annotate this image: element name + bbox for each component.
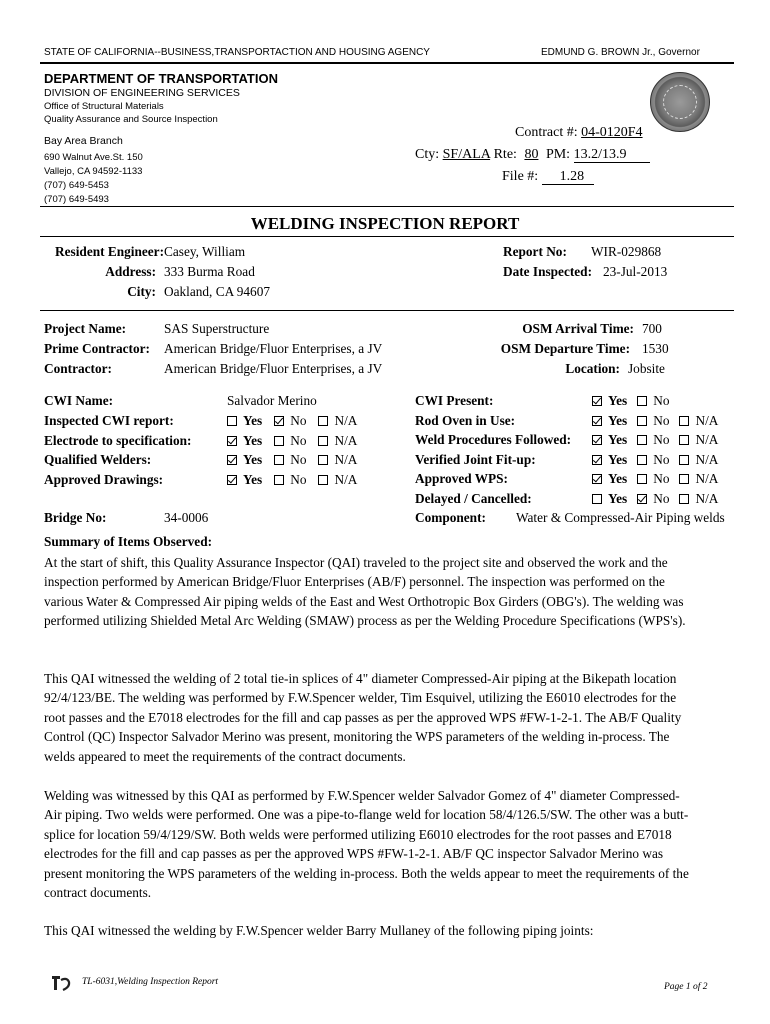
- checkbox-no[interactable]: [637, 435, 647, 445]
- right-check-option-na[interactable]: [679, 413, 724, 429]
- header-rule: [40, 62, 734, 64]
- bridge-no-label: Bridge No:: [44, 510, 107, 525]
- file-label: File #:: [502, 169, 539, 184]
- checkbox-yes[interactable]: [227, 475, 237, 485]
- right-check-options-4: [592, 471, 728, 487]
- cty-label: Cty:: [415, 147, 440, 162]
- right-check-option-no[interactable]: [637, 471, 675, 487]
- file-value: 1.28: [542, 170, 595, 185]
- right-check-options-5: [592, 491, 728, 507]
- project-name-value: SAS Superstructure: [164, 321, 270, 336]
- option-label-yes: Yes: [243, 452, 263, 467]
- checkbox-na[interactable]: [679, 474, 689, 484]
- prime-contractor-label: Prime Contractor:: [44, 341, 150, 356]
- option-label-no: No: [290, 432, 307, 448]
- branch-address-1: 690 Walnut Ave.St. 150: [44, 152, 143, 163]
- summary-paragraph-2: This QAI witnessed the welding of 2 total tie-in splices of 4" diameter Compressed-Air piping at the Bikepath location 92/4/123/BE. The welding was performed by F.W.Spencer welder, Tim Esquivel, utilizing the E6010 electrodes for the root passes and the E7018 electrodes for the fill and cap passes as per the approved WPS #FW-1-2-1. The AB/F Quality Control (QC) Inspector Salvador Merino was present, monitoring the WPS parameters of the welding in-process. The welds appeared to meet the requirements of the contract documents.: [44, 671, 682, 764]
- checkbox-no[interactable]: [274, 416, 284, 426]
- right-check-option-no[interactable]: [637, 491, 675, 507]
- checkbox-no[interactable]: [637, 455, 647, 465]
- cty-value: SF/ALA: [442, 147, 491, 162]
- left-check-option-yes[interactable]: [227, 433, 262, 449]
- page-indicator: [664, 982, 708, 992]
- city-label: City:: [127, 284, 156, 299]
- right-check-option-no[interactable]: [637, 452, 675, 468]
- file-line: [502, 169, 594, 185]
- checkbox-na[interactable]: [318, 475, 328, 485]
- bridge-no-value: 34-0006: [164, 510, 209, 525]
- office-line-1: Office of Structural Materials: [44, 101, 164, 112]
- option-label-na: N/A: [695, 451, 719, 467]
- option-label-no: No: [653, 412, 670, 428]
- title-rule-bottom: [40, 236, 734, 237]
- branch-name: Bay Area Branch: [44, 135, 123, 147]
- contract-label: Contract #:: [515, 125, 578, 140]
- checkbox-no[interactable]: [637, 396, 647, 406]
- state-seal-icon: [650, 72, 710, 132]
- location-value: Jobsite: [628, 361, 665, 376]
- departure-time-label: OSM Departure Time:: [500, 341, 630, 356]
- checkbox-na[interactable]: [318, 416, 328, 426]
- office-line-2: Quality Assurance and Source Inspection: [44, 114, 218, 125]
- checkbox-na[interactable]: [679, 435, 689, 445]
- arrival-time-label: OSM Arrival Time:: [522, 321, 634, 336]
- form-number: TL-6031,Welding Inspection Report: [82, 977, 219, 987]
- left-check-option-no[interactable]: [274, 452, 306, 468]
- cwi-name-value: Salvador Merino: [227, 393, 317, 408]
- option-label-yes: Yes: [243, 432, 263, 448]
- left-check-label-2: Qualified Welders:: [44, 452, 152, 467]
- right-check-options-3: [592, 452, 728, 468]
- left-check-label-1: Electrode to specification:: [44, 432, 192, 448]
- checkbox-na[interactable]: [679, 455, 689, 465]
- option-label-na: N/A: [334, 471, 358, 487]
- component-label: Component:: [415, 510, 486, 525]
- arrival-time-value: 700: [642, 321, 662, 336]
- left-check-option-no[interactable]: [274, 433, 306, 449]
- checkbox-yes[interactable]: [592, 474, 602, 484]
- left-check-option-yes[interactable]: [227, 472, 262, 488]
- right-check-option-yes[interactable]: [592, 413, 633, 429]
- checkbox-na[interactable]: [679, 494, 689, 504]
- report-no-label: Report No:: [503, 244, 567, 259]
- option-label-yes: Yes: [608, 432, 628, 447]
- option-label-yes: Yes: [608, 393, 628, 408]
- right-check-option-na[interactable]: [679, 491, 724, 507]
- option-label-na: N/A: [695, 412, 719, 428]
- governor-name: EDMUND G. BROWN Jr., Governor: [541, 47, 700, 58]
- right-check-label-3: Verified Joint Fit-up:: [415, 451, 536, 467]
- right-check-options-2: [592, 432, 728, 448]
- right-check-option-yes[interactable]: [592, 432, 633, 448]
- right-check-options-1: [592, 413, 728, 429]
- report-no-value: WIR-029868: [591, 244, 662, 259]
- option-label-no: No: [290, 413, 307, 428]
- project-name-label: Project Name:: [44, 321, 127, 336]
- left-check-option-na[interactable]: [318, 413, 357, 429]
- summary-paragraph-1: At the start of shift, this Quality Assurance Inspector (QAI) traveled to the project site and observed the work and the inspection performed by American Bridge/Fluor Enterprises (AB/F) personnel. The inspection was performed on the various Water & Compressed Air piping welds of the East and West Orthotropic Box Girders (OBG's). The welding was performed utilizing Shielded Metal Arc Welding (SMAW) process as per the Welding Procedure Specifications (WPS's).: [44, 555, 686, 629]
- section-rule: [40, 310, 734, 311]
- page-number: 1: [685, 982, 691, 992]
- left-check-option-na[interactable]: [318, 452, 357, 468]
- right-check-option-no[interactable]: [637, 413, 675, 429]
- checkbox-na[interactable]: [679, 416, 689, 426]
- caltrans-logo-icon: [50, 972, 72, 992]
- checkbox-yes[interactable]: [592, 435, 602, 445]
- option-label-yes: Yes: [243, 413, 263, 428]
- option-label-na: N/A: [334, 452, 358, 467]
- left-check-option-na[interactable]: [318, 472, 357, 488]
- resident-engineer-label: Resident Engineer:: [55, 244, 164, 259]
- summary-paragraph-4: This QAI witnessed the welding by F.W.Spencer welder Barry Mullaney of the following piping joints:: [44, 923, 594, 938]
- option-label-na: N/A: [334, 432, 358, 448]
- branch-phone-1: (707) 649-5453: [44, 180, 109, 191]
- location-label: Location:: [565, 361, 620, 376]
- left-check-options-0: [227, 413, 369, 429]
- left-check-options-2: [227, 452, 369, 468]
- option-label-na: N/A: [695, 471, 719, 486]
- department-name: DEPARTMENT OF TRANSPORTATION: [44, 71, 278, 86]
- checkbox-yes[interactable]: [592, 416, 602, 426]
- agency-name: STATE OF CALIFORNIA--BUSINESS,TRANSPORTACTION AND HOUSING AGENCY: [44, 47, 430, 58]
- checkbox-no[interactable]: [637, 474, 647, 484]
- checkbox-na[interactable]: [318, 455, 328, 465]
- option-label-no: No: [653, 393, 670, 408]
- title-rule: [40, 206, 734, 207]
- cwi-name-label: CWI Name:: [44, 393, 114, 408]
- option-label-no: No: [653, 471, 670, 486]
- page-total: 2: [702, 982, 708, 992]
- right-check-label-1: Rod Oven in Use:: [415, 412, 516, 428]
- right-check-option-yes[interactable]: [592, 452, 633, 468]
- checkbox-yes[interactable]: [592, 494, 602, 504]
- resident-engineer-value: Casey, William: [164, 244, 246, 259]
- right-check-label-0: CWI Present:: [415, 393, 494, 408]
- contractor-value: American Bridge/Fluor Enterprises, a JV: [164, 361, 383, 376]
- departure-time-value: 1530: [642, 341, 669, 356]
- left-check-option-no[interactable]: [274, 472, 306, 488]
- address-value: 333 Burma Road: [164, 264, 255, 279]
- option-label-no: No: [653, 490, 670, 506]
- option-label-yes: Yes: [608, 490, 628, 506]
- right-check-option-yes[interactable]: [592, 471, 633, 487]
- checkbox-yes[interactable]: [227, 416, 237, 426]
- option-label-yes: Yes: [608, 451, 628, 467]
- contract-value: 04-0120F4: [581, 125, 643, 140]
- component-value: Water & Compressed-Air Piping welds: [516, 510, 725, 525]
- branch-phone-2: (707) 649-5493: [44, 194, 109, 205]
- pm-value: 13.2/13.9: [574, 148, 651, 163]
- summary-heading: Summary of Items Observed:: [44, 534, 213, 549]
- right-check-option-na[interactable]: [679, 471, 724, 487]
- right-check-option-na[interactable]: [679, 452, 724, 468]
- branch-address-2: Vallejo, CA 94592-1133: [44, 166, 143, 177]
- checkbox-no[interactable]: [274, 475, 284, 485]
- option-label-yes: Yes: [608, 471, 628, 486]
- rte-label: Rte:: [493, 147, 517, 162]
- page-prefix: Page: [664, 982, 684, 992]
- left-check-label-0: Inspected CWI report:: [44, 413, 174, 428]
- city-value: Oakland, CA 94607: [164, 284, 270, 299]
- option-label-no: No: [653, 451, 670, 467]
- right-check-option-na[interactable]: [679, 432, 724, 448]
- left-check-options-1: [227, 433, 369, 449]
- prime-contractor-value: American Bridge/Fluor Enterprises, a JV: [164, 341, 383, 356]
- right-check-label-2: Weld Procedures Followed:: [415, 432, 572, 447]
- checkbox-yes[interactable]: [592, 455, 602, 465]
- right-check-option-yes[interactable]: [592, 393, 633, 409]
- contract-number-line: [515, 125, 643, 141]
- checkbox-no[interactable]: [637, 494, 647, 504]
- option-label-no: No: [290, 452, 307, 467]
- option-label-na: N/A: [695, 490, 719, 506]
- checkbox-yes[interactable]: [227, 455, 237, 465]
- route-line: [415, 147, 650, 163]
- option-label-no: No: [653, 432, 670, 447]
- checkbox-na[interactable]: [318, 436, 328, 446]
- summary-paragraph-3: Welding was witnessed by this QAI as performed by F.W.Spencer welder Salvador Gomez of 4" diameter Compressed-Air piping. Two welds were performed. One was a pipe-to-flange weld for location 58/4/126.5/SW. The other was a butt-splice for location 59/4/129/SW. Both welds were performed utilizing E6010 electrodes for the root passes and E7018 electrodes for the fill and cap passes as per the approved WPS #FW-1-2-1. AB/F QC inspector Salvador Merino was present monitoring the WPS parameters of the welding in-process. Both the welds appear to meet the requirements of the contract documents.: [44, 788, 689, 901]
- address-label: Address:: [105, 264, 156, 279]
- left-check-label-3: Approved Drawings:: [44, 471, 164, 487]
- option-label-yes: Yes: [243, 471, 263, 487]
- right-check-option-yes[interactable]: [592, 491, 633, 507]
- rte-value: 80: [524, 147, 539, 162]
- contractor-label: Contractor:: [44, 361, 112, 376]
- left-check-options-3: [227, 472, 369, 488]
- right-check-label-5: Delayed / Cancelled:: [415, 490, 532, 506]
- option-label-na: N/A: [695, 432, 719, 447]
- right-check-option-no[interactable]: [637, 393, 675, 409]
- left-check-option-na[interactable]: [318, 433, 357, 449]
- report-title: WELDING INSPECTION REPORT: [250, 214, 520, 233]
- division-name: DIVISION OF ENGINEERING SERVICES: [44, 87, 240, 99]
- checkbox-no[interactable]: [637, 416, 647, 426]
- pm-label: PM:: [545, 147, 571, 162]
- checkbox-yes[interactable]: [227, 436, 237, 446]
- left-check-option-no[interactable]: [274, 413, 306, 429]
- left-check-option-yes[interactable]: [227, 452, 262, 468]
- left-check-option-yes[interactable]: [227, 413, 262, 429]
- option-label-na: N/A: [334, 413, 358, 428]
- right-check-label-4: Approved WPS:: [415, 471, 508, 486]
- right-check-options-0: [592, 393, 679, 409]
- checkbox-no[interactable]: [274, 436, 284, 446]
- option-label-yes: Yes: [608, 412, 628, 428]
- page-of: of: [693, 982, 701, 992]
- checkbox-yes[interactable]: [592, 396, 602, 406]
- date-inspected-label: Date Inspected:: [503, 264, 593, 279]
- date-inspected-value: 23-Jul-2013: [603, 264, 668, 279]
- option-label-no: No: [290, 471, 307, 487]
- checkbox-no[interactable]: [274, 455, 284, 465]
- right-check-option-no[interactable]: [637, 432, 675, 448]
